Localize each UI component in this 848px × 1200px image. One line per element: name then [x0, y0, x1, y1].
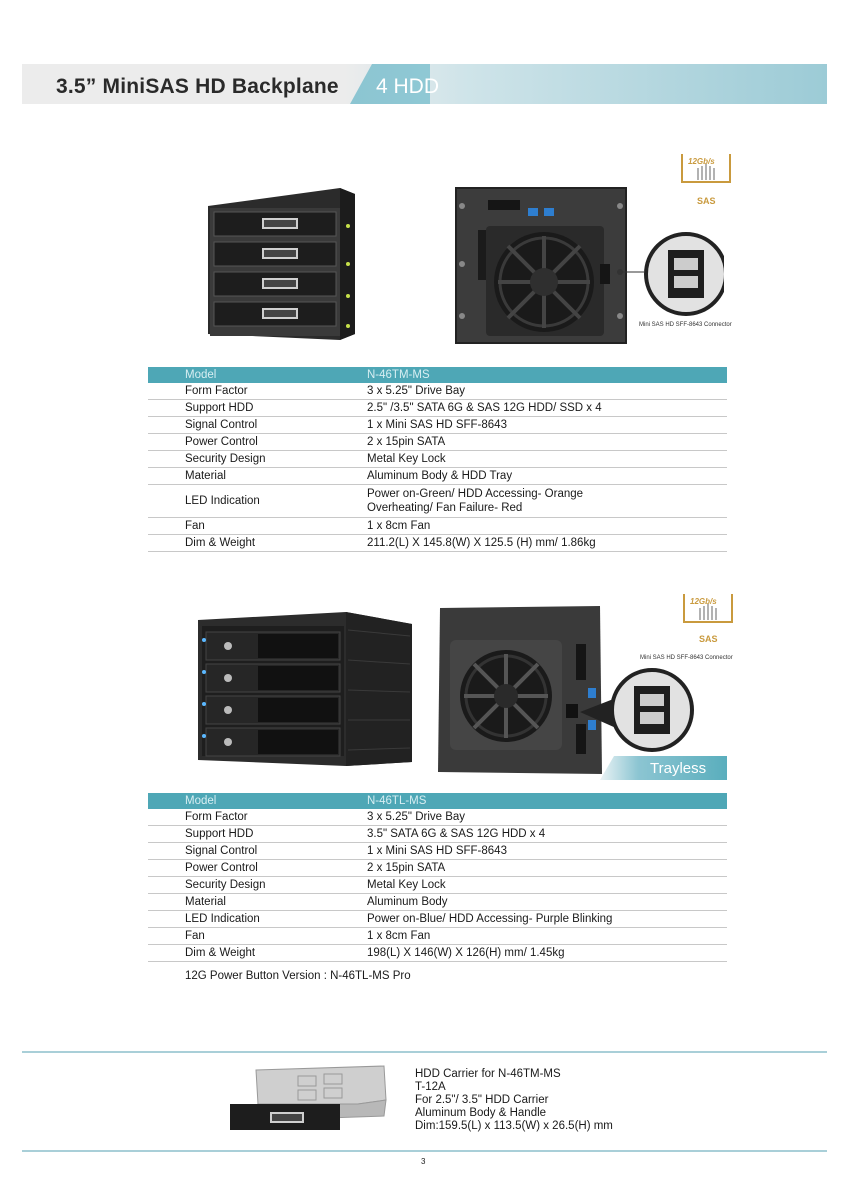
pro-version-note: 12G Power Button Version : N-46TL-MS Pro — [185, 970, 411, 982]
carrier-line: T-12A — [415, 1081, 446, 1093]
product2-front-image — [196, 610, 414, 768]
table-row: Support HDD 3.5" SATA 6G & SAS 12G HDD x 4 — [148, 826, 727, 843]
table-row: Support HDD 2.5" /3.5" SATA 6G & SAS 12G HDD/ SSD x 4 — [148, 400, 727, 417]
carrier-line: Dim:159.5(L) x 113.5(W) x 26.5(H) mm — [415, 1120, 613, 1132]
sas-speed-text: 12Gb/s — [690, 597, 717, 606]
table-header-row: Model N-46TL-MS — [148, 793, 727, 809]
table-row: Security Design Metal Key Lock — [148, 451, 727, 468]
trayless-label: Trayless — [650, 760, 707, 777]
section-divider-top — [22, 1051, 827, 1053]
table-row: Power Control 2 x 15pin SATA — [148, 434, 727, 451]
product2-connector-callout — [576, 668, 696, 758]
table-row: Signal Control 1 x Mini SAS HD SFF-8643 — [148, 843, 727, 860]
table-row: Security Design Metal Key Lock — [148, 877, 727, 894]
product1-connector-callout — [614, 228, 724, 318]
section-divider-bottom — [22, 1150, 827, 1152]
carrier-line: For 2.5"/ 3.5" HDD Carrier — [415, 1094, 549, 1106]
product2-spec-table — [148, 793, 727, 962]
table-header-row: Model N-46TM-MS — [148, 367, 727, 383]
table-row: LED Indication Power on-Blue/ HDD Accessing- Purple Blinking — [148, 911, 727, 928]
table-row: Dim & Weight 198(L) X 146(W) X 126(H) mm/ 1.45kg — [148, 945, 727, 962]
table-row: Material Aluminum Body & HDD Tray — [148, 468, 727, 485]
page-title: 3.5” MiniSAS HD Backplane — [56, 75, 339, 98]
product1-front-image — [200, 184, 360, 344]
carrier-line: Aluminum Body & Handle — [415, 1107, 547, 1119]
carrier-line: HDD Carrier for N-46TM-MS — [415, 1068, 561, 1080]
product1-connector-label: Mini SAS HD SFF-8643 Connector — [639, 322, 732, 328]
table-row: Form Factor 3 x 5.25" Drive Bay — [148, 383, 727, 400]
sas-speed-text: 12Gb/s — [688, 157, 715, 166]
product2-connector-label: Mini SAS HD SFF-8643 Connector — [640, 655, 733, 661]
product1-back-image — [452, 186, 632, 346]
table-row: Fan 1 x 8cm Fan — [148, 928, 727, 945]
sas-protocol-text: SAS — [699, 634, 718, 644]
hdd-carrier-image — [228, 1064, 388, 1140]
sas-protocol-text: SAS — [697, 196, 716, 206]
product1-spec-table — [148, 367, 727, 552]
table-row: Signal Control 1 x Mini SAS HD SFF-8643 — [148, 417, 727, 434]
page-number: 3 — [421, 1157, 426, 1166]
header-tag: 4 HDD — [376, 75, 440, 98]
table-row: Power Control 2 x 15pin SATA — [148, 860, 727, 877]
table-row: LED Indication Power on-Green/ HDD Accessing- Orange Overheating/ Fan Failure- Red — [148, 485, 727, 518]
table-row: Material Aluminum Body — [148, 894, 727, 911]
table-row: Form Factor 3 x 5.25" Drive Bay — [148, 809, 727, 826]
table-row: Dim & Weight 211.2(L) X 145.8(W) X 125.5 (H) mm/ 1.86kg — [148, 535, 727, 552]
table-row: Fan 1 x 8cm Fan — [148, 518, 727, 535]
